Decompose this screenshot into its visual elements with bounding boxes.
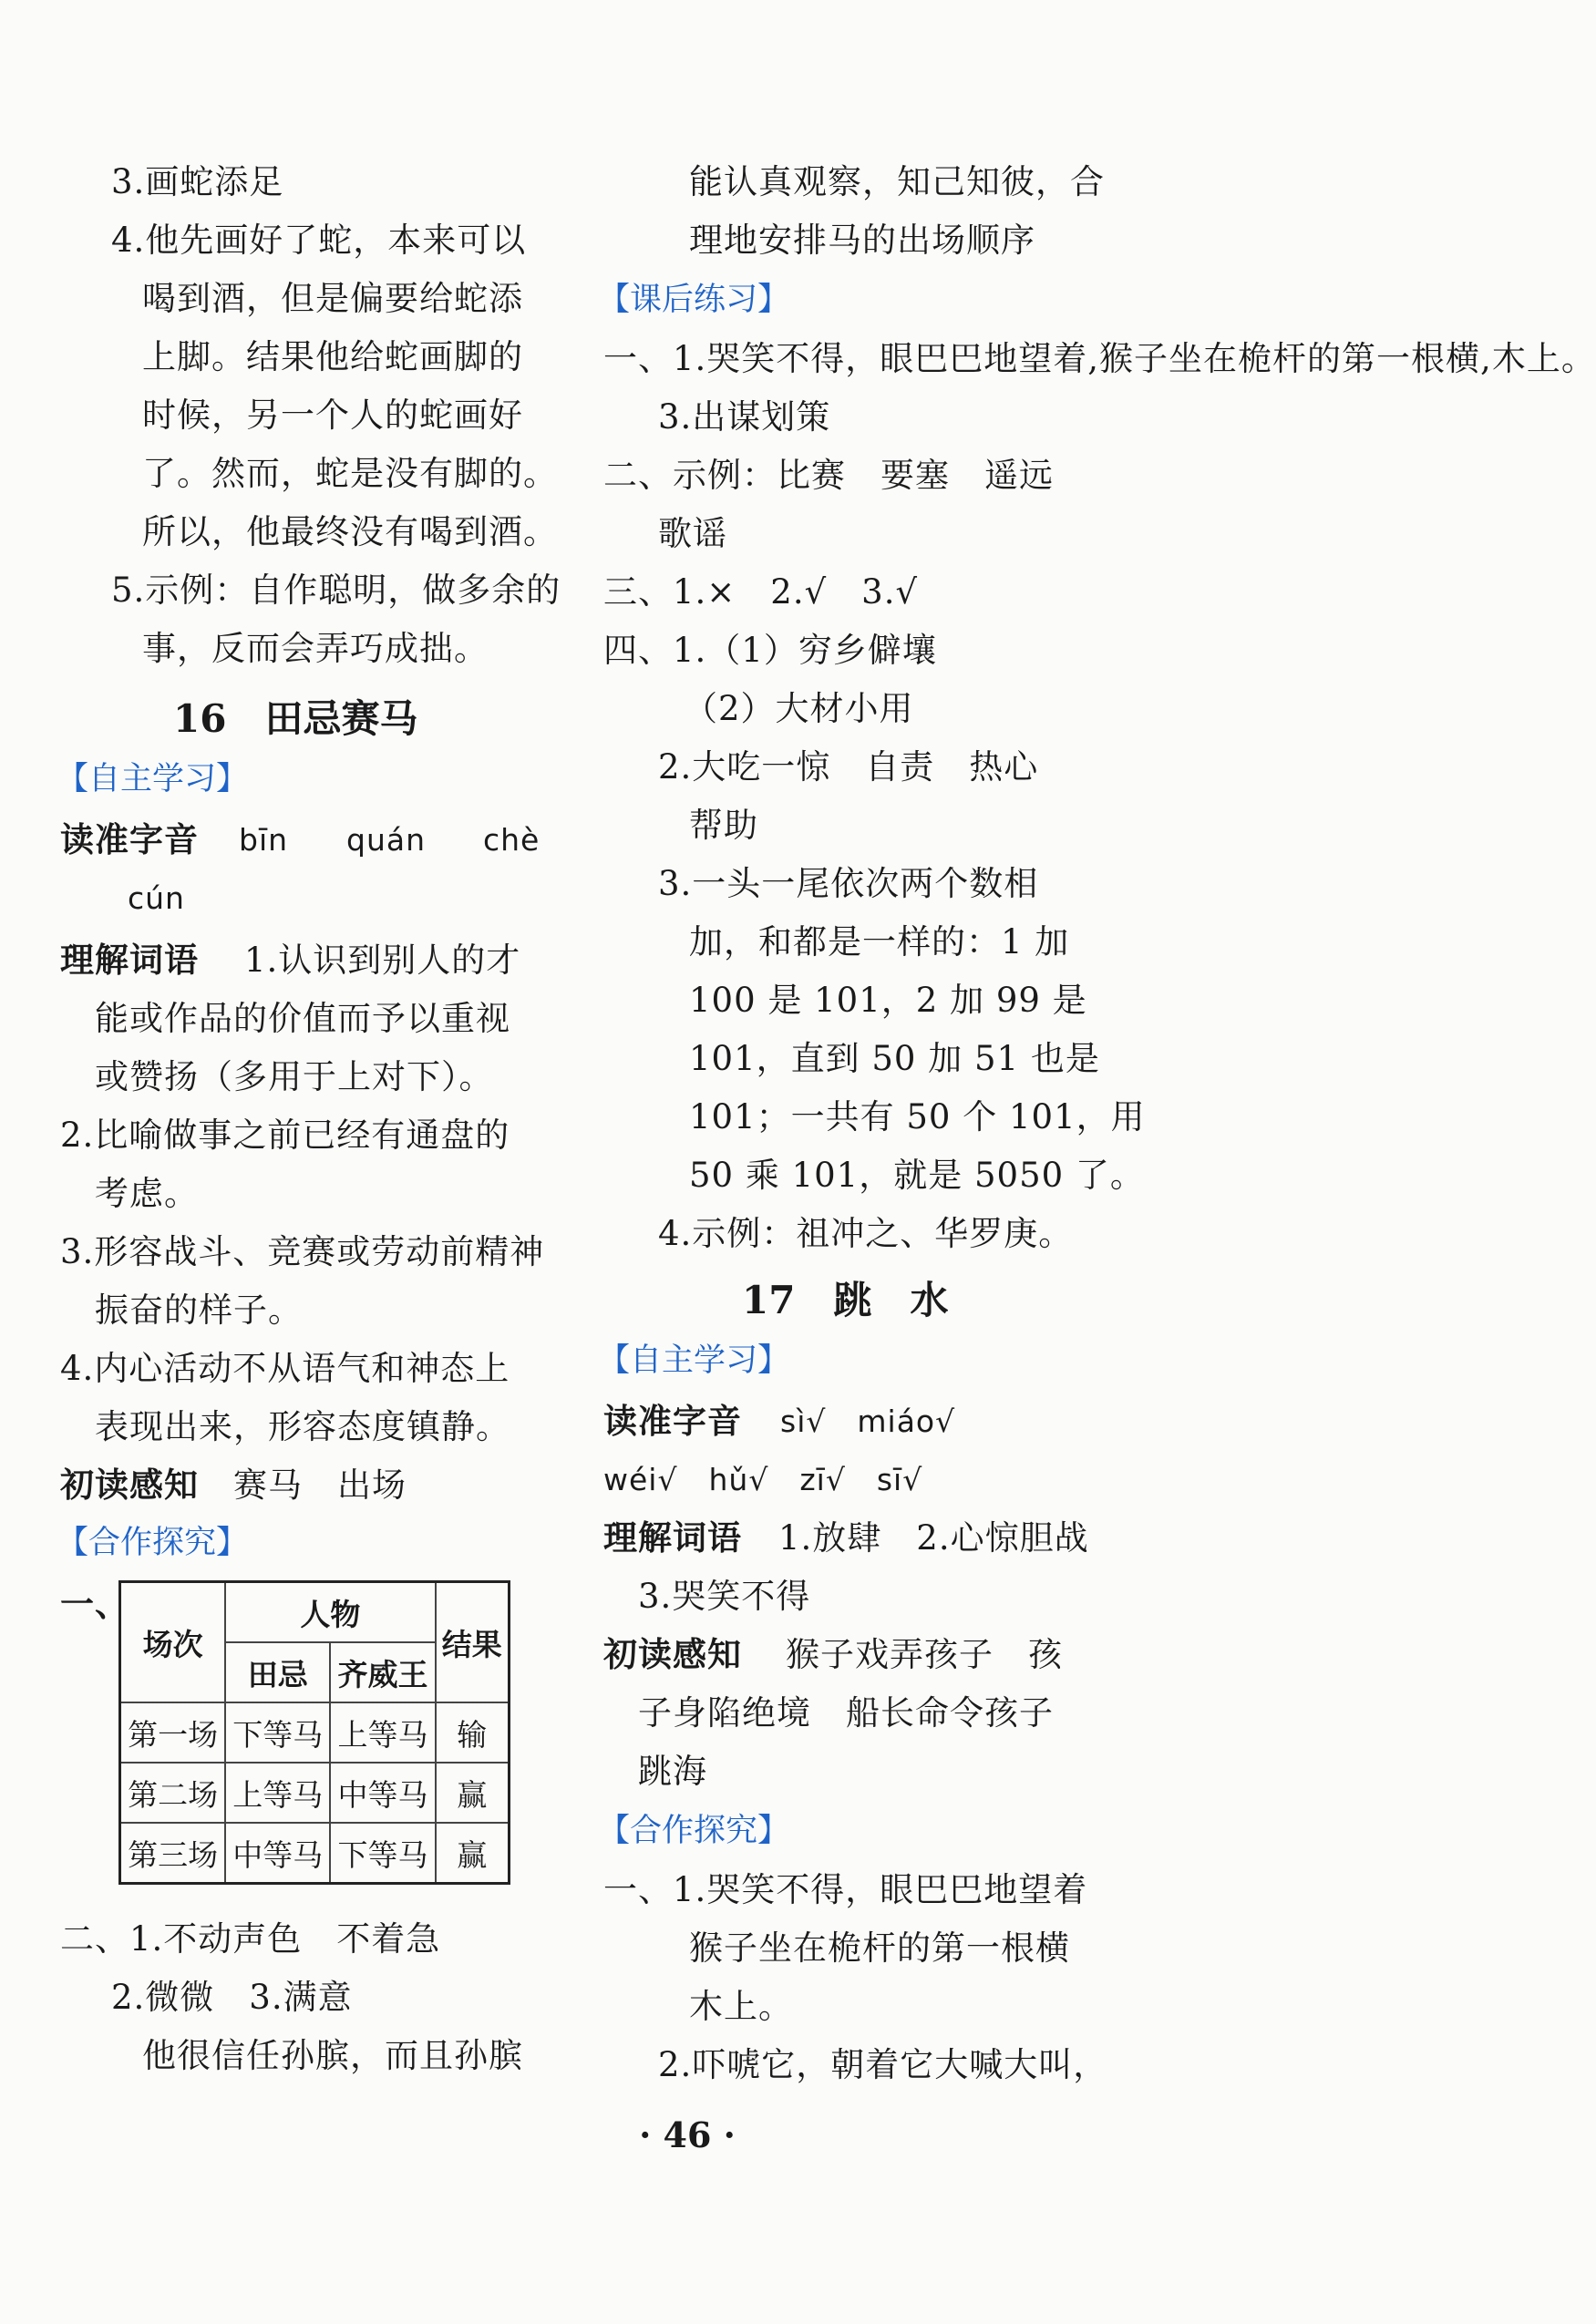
kehou-4-3-line2: 加，和都是一样的：1 加 — [689, 922, 1070, 961]
table-cell: 第一场 — [120, 1702, 226, 1763]
pinyin-4: cún — [128, 880, 185, 916]
kehou-4-3-line1: 3.一头一尾依次两个数相 — [658, 864, 1039, 903]
table-cell: 中等马 — [330, 1763, 435, 1823]
lijie-4-line1: 4.内心活动不从语气和神态上 — [60, 1349, 510, 1388]
lesson-16-title: 16 田忌赛马 — [173, 696, 418, 741]
lesson-17-title: 17 跳 水 — [742, 1278, 949, 1322]
table-cell: 第二场 — [120, 1763, 226, 1823]
kehou-4-2b: 帮助 — [689, 806, 758, 845]
table-cell: 第三场 — [120, 1823, 226, 1884]
kehou-1: 一、1.哭笑不得，眼巴巴地望着,猴子坐在桅杆的第一根横,木上。 — [603, 339, 1596, 378]
section-tag-zizhu: 【自主学习】 — [57, 761, 249, 797]
table-row — [120, 1702, 510, 1763]
lijie-1-line3: 或赞扬（多用于上对下）。 — [95, 1057, 494, 1096]
kehou-3: 三、1.× 2.√ 3.√ — [603, 572, 919, 612]
part-two-line2: 2.微微 3.满意 — [111, 1978, 353, 2017]
answer-4-line1: 4.他先画好了蛇，本来可以 — [111, 221, 527, 260]
chudu-label: 初读感知 — [60, 1465, 199, 1505]
table-cell: 下等马 — [225, 1702, 330, 1763]
kehou-4-3-line5: 101；一共有 50 个 101，用 — [689, 1097, 1146, 1136]
continued-line1: 能认真观察，知己知彼，合 — [689, 162, 1105, 201]
lijie-label-2: 理解词语 — [603, 1518, 742, 1558]
lijie-2-text: 1.放肆 2.心惊胆战 — [778, 1518, 1089, 1558]
kehou-4-3-line6: 50 乘 101，就是 5050 了。 — [689, 1156, 1145, 1195]
duzhun-label-2: 读准字音 — [603, 1402, 742, 1441]
table-cell: 赢 — [436, 1763, 510, 1823]
lijie-1-line1: 1.认识到别人的才 — [244, 941, 521, 980]
horse-race-table — [118, 1580, 510, 1885]
answer-4-line6: 所以，他最终没有喝到酒。 — [142, 512, 558, 551]
lijie-3-line2: 振奋的样子。 — [95, 1291, 303, 1330]
hezuo-2-1-line2: 猴子坐在桅杆的第一根横 — [689, 1928, 1070, 1968]
answer-5-line2: 事，反而会弄巧成拙。 — [142, 629, 489, 668]
table-cell: 上等马 — [330, 1702, 435, 1763]
kehou-4-2: 2.大吃一惊 自责 热心 — [658, 747, 1039, 787]
chudu-text: 赛马 出场 — [233, 1465, 407, 1505]
answer-5-line1: 5.示例：自作聪明，做多余的 — [111, 571, 561, 610]
continued-line2: 理地安排马的出场顺序 — [689, 221, 1035, 260]
th-changci: 场次 — [120, 1582, 226, 1703]
section-tag-zizhu-2: 【自主学习】 — [598, 1342, 790, 1379]
section-tag-hezuo-2: 【合作探究】 — [598, 1813, 790, 1849]
chudu-2-line2: 子身陷绝境 船长命令孩子 — [638, 1693, 1054, 1733]
part-two-line3: 他很信任孙膑，而且孙膑 — [142, 2036, 523, 2075]
lijie-4-line2: 表现出来，形容态度镇静。 — [95, 1407, 510, 1446]
th-qiweiwang: 齐威王 — [330, 1642, 435, 1702]
section-tag-kehou: 【课后练习】 — [598, 282, 790, 318]
page-number: · 46 · — [639, 2114, 736, 2155]
th-renwu: 人物 — [225, 1582, 435, 1643]
table-cell: 输 — [436, 1702, 510, 1763]
answer-3: 3.画蛇添足 — [111, 162, 284, 201]
lijie-label: 理解词语 — [60, 941, 199, 980]
section-tag-hezuo: 【合作探究】 — [57, 1525, 249, 1561]
chudu-label-2: 初读感知 — [603, 1635, 742, 1674]
chudu-2-line3: 跳海 — [638, 1752, 707, 1791]
kehou-1b: 3.出谋划策 — [658, 397, 831, 437]
table-cell: 赢 — [436, 1823, 510, 1884]
part-one-marker: 一、 — [60, 1584, 129, 1624]
table-cell: 上等马 — [225, 1763, 330, 1823]
hezuo-2-1-line1: 一、1.哭笑不得，眼巴巴地望着 — [603, 1870, 1088, 1909]
kehou-4-4: 4.示例：祖冲之、华罗庚。 — [658, 1214, 1074, 1253]
answer-4-line3: 上脚。结果他给蛇画脚的 — [142, 337, 523, 376]
th-tianji: 田忌 — [225, 1642, 330, 1702]
table-row — [120, 1823, 510, 1884]
table-cell: 下等马 — [330, 1823, 435, 1884]
lijie-3-line1: 3.形容战斗、竞赛或劳动前精神 — [60, 1232, 545, 1271]
kehou-2: 二、示例：比赛 要塞 遥远 — [603, 456, 1054, 495]
table-cell: 中等马 — [225, 1823, 330, 1884]
table-row — [120, 1763, 510, 1823]
pinyin-3: chè — [483, 822, 541, 858]
pinyin-2: quán — [346, 822, 426, 858]
kehou-4b: （2）大材小用 — [684, 689, 914, 728]
kehou-4-3-line4: 101，直到 50 加 51 也是 — [689, 1039, 1100, 1078]
lijie-2-text-b: 3.哭笑不得 — [638, 1577, 811, 1616]
th-jieguo: 结果 — [436, 1582, 510, 1703]
answer-4-line4: 时候，另一个人的蛇画好 — [142, 396, 523, 435]
kehou-4: 四、1.（1）穷乡僻壤 — [603, 631, 937, 670]
hezuo-2-1-line3: 木上。 — [689, 1987, 793, 2026]
duzhun-label: 读准字音 — [60, 820, 199, 859]
lijie-2-line2: 考虑。 — [95, 1174, 199, 1213]
lijie-1-line2: 能或作品的价值而予以重视 — [95, 999, 510, 1038]
part-two-line1: 二、1.不动声色 不着急 — [60, 1919, 441, 1959]
pinyin-row-2: wéi√ hǔ√ zī√ sī√ — [603, 1462, 923, 1497]
pinyin-row-1: sì√ miáo√ — [780, 1404, 956, 1439]
pinyin-1: bīn — [239, 822, 289, 858]
lijie-2-line1: 2.比喻做事之前已经有通盘的 — [60, 1116, 510, 1155]
hezuo-2-2: 2.吓唬它，朝着它大喊大叫， — [658, 2045, 1108, 2084]
kehou-4-3-line3: 100 是 101，2 加 99 是 — [689, 981, 1087, 1020]
answer-4-line2: 喝到酒，但是偏要给蛇添 — [142, 279, 523, 318]
answer-4-line5: 了。然而，蛇是没有脚的。 — [142, 454, 558, 493]
chudu-2-line1: 猴子戏弄孩子 孩 — [786, 1635, 1063, 1674]
kehou-2b: 歌谣 — [658, 514, 727, 553]
